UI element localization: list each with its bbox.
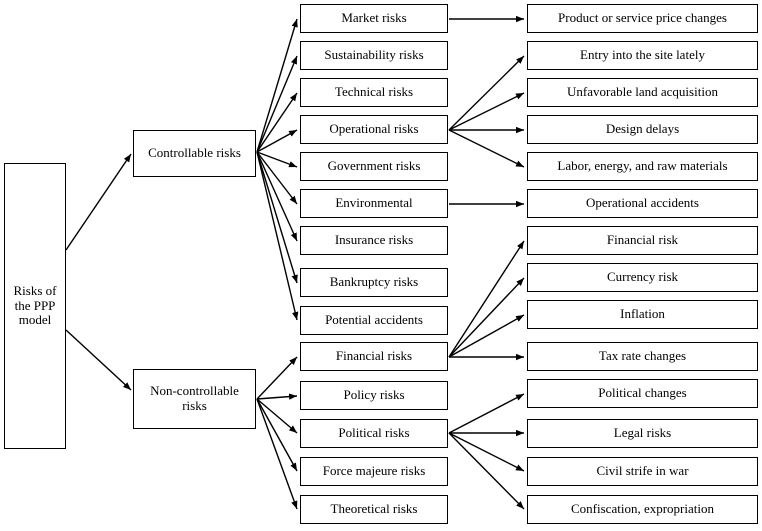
node-inflation: Inflation [527, 300, 758, 329]
node-financial-risks: Financial risks [300, 342, 448, 371]
node-potential-accidents: Potential accidents [300, 306, 448, 335]
node-insurance-risks: Insurance risks [300, 226, 448, 255]
node-root: Risks of the PPP model [4, 163, 66, 449]
node-operational-accidents: Operational accidents [527, 189, 758, 218]
node-market-risks: Market risks [300, 4, 448, 33]
node-political-risks: Political risks [300, 419, 448, 448]
node-design-delays: Design delays [527, 115, 758, 144]
node-legal-risks: Legal risks [527, 419, 758, 448]
node-confiscation-expropriation: Confiscation, expropriation [527, 495, 758, 524]
node-currency-risk: Currency risk [527, 263, 758, 292]
node-government-risks: Government risks [300, 152, 448, 181]
node-political-changes: Political changes [527, 379, 758, 408]
node-labor-energy-raw-materials: Labor, energy, and raw materials [527, 152, 758, 181]
node-theoretical-risks: Theoretical risks [300, 495, 448, 524]
node-product-or-service-price-changes: Product or service price changes [527, 4, 758, 33]
node-sustainability-risks: Sustainability risks [300, 41, 448, 70]
node-unfavorable-land-acquisition: Unfavorable land acquisition [527, 78, 758, 107]
node-environmental: Environmental [300, 189, 448, 218]
node-civil-strife-in-war: Civil strife in war [527, 457, 758, 486]
node-policy-risks: Policy risks [300, 381, 448, 410]
node-financial-risk: Financial risk [527, 226, 758, 255]
node-technical-risks: Technical risks [300, 78, 448, 107]
node-non-controllable-risks: Non-controllable risks [133, 369, 256, 429]
node-force-majeure-risks: Force majeure risks [300, 457, 448, 486]
node-tax-rate-changes: Tax rate changes [527, 342, 758, 371]
node-controllable-risks: Controllable risks [133, 130, 256, 177]
node-operational-risks: Operational risks [300, 115, 448, 144]
node-entry-into-the-site-lately: Entry into the site lately [527, 41, 758, 70]
node-bankruptcy-risks: Bankruptcy risks [300, 268, 448, 297]
